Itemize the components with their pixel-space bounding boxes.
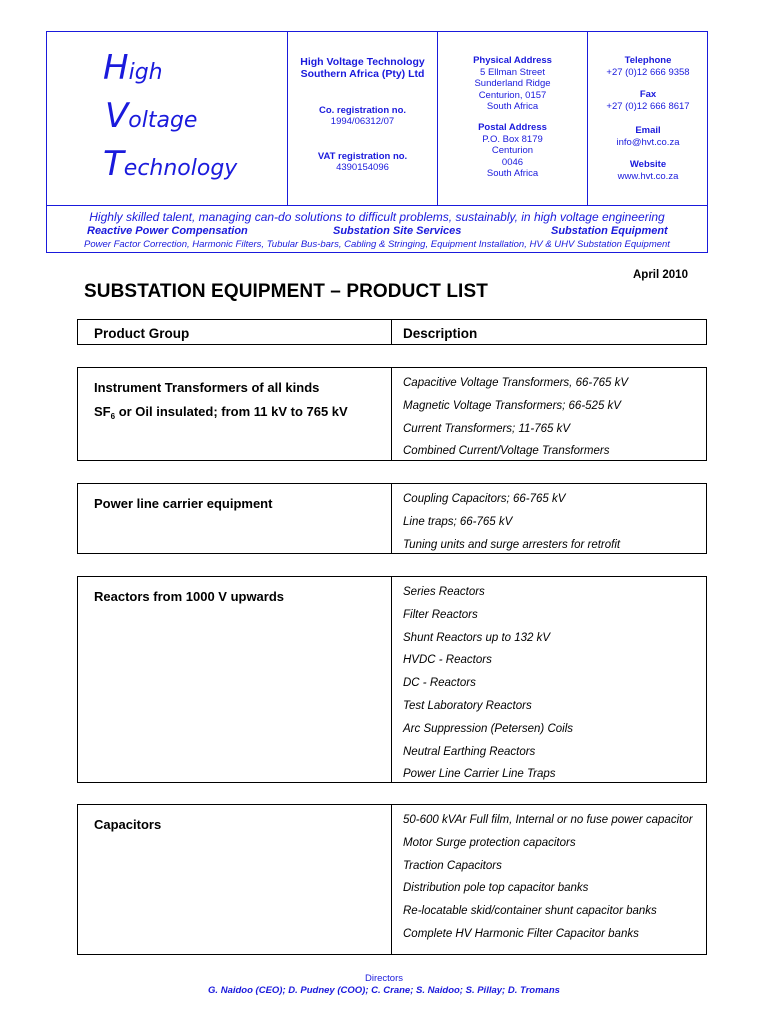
description-item: Test Laboratory Reactors (403, 699, 532, 712)
description-item: Shunt Reactors up to 132 kV (403, 631, 551, 644)
product-description-list (403, 585, 701, 790)
header-description: Description (403, 326, 478, 341)
description-item: Series Reactors (403, 586, 485, 598)
description-item: Neutral Earthing Reactors (403, 745, 536, 758)
column-divider (391, 805, 392, 954)
product-group-line: Capacitors (94, 817, 162, 832)
document-title: SUBSTATION EQUIPMENT – PRODUCT LIST (84, 281, 488, 302)
product-description-list (403, 813, 701, 950)
product-group-label (94, 376, 348, 426)
description-item: Arc Suppression (Petersen) Coils (403, 722, 574, 735)
telephone-label: Telephone (624, 55, 672, 66)
description-item: Combined Current/Voltage Transformers (403, 445, 610, 458)
address-info (438, 32, 588, 205)
table-header-row (77, 319, 707, 345)
description-item: Filter Reactors (403, 608, 478, 621)
description-item: Capacitive Voltage Transformers, 66-765 kV (403, 377, 628, 389)
description-item: HVDC - Reactors (403, 654, 492, 667)
product-description-list (403, 492, 701, 560)
postal-address-line: South Africa (486, 168, 539, 179)
product-group-line: $SF_6$ or Oil insulated; from 11 kV to 765 kV (94, 404, 348, 421)
company-name-line1: High Voltage Technology (300, 56, 425, 68)
postal-address-line: Centurion (491, 145, 534, 156)
physical-address-label: Physical Address (473, 55, 552, 66)
logo-line-voltage: Voltage (105, 96, 198, 136)
description-item: Coupling Capacitors; 66-765 kV (403, 493, 566, 505)
column-divider (391, 320, 392, 344)
company-tagline: Highly skilled talent, managing can-do solutions to difficult problems, sustainably, in high voltage engineering (89, 210, 665, 224)
product-row-instrument-transformers (77, 367, 707, 461)
physical-address-line: Sunderland Ridge (474, 78, 551, 89)
product-description-list (403, 376, 701, 467)
product-group-line: Power line carrier equipment (94, 496, 273, 511)
description-item: Distribution pole top capacitor banks (403, 882, 589, 895)
services-row (47, 225, 707, 239)
co-registration-value: 1994/06312/07 (330, 116, 395, 127)
description-item: DC - Reactors (403, 677, 476, 690)
product-group-line: Reactors from 1000 V upwards (94, 589, 285, 604)
company-logo (47, 32, 288, 205)
vat-registration-label: VAT registration no. (317, 151, 408, 162)
description-item: Magnetic Voltage Transformers; 66-525 kV (403, 399, 621, 412)
description-item: 50-600 kVAr Full film, Internal or no fuse power capacitor (403, 814, 693, 826)
directors-label: Directors (364, 973, 403, 984)
company-name-line2: Southern Africa (Pty) Ltd (300, 68, 425, 80)
postal-address-label: Postal Address (478, 122, 547, 133)
description-item: Line traps; 66-765 kV (403, 515, 513, 528)
fax-label: Fax (639, 89, 657, 100)
logo-line-high: High (103, 48, 163, 88)
product-row-capacitors (77, 804, 707, 955)
contact-info (588, 32, 708, 205)
postal-address-line: P.O. Box 8179 (482, 133, 543, 145)
product-group-label (94, 813, 161, 837)
website-label: Website (629, 159, 667, 170)
description-item: Motor Surge protection capacitors (403, 836, 576, 849)
product-row-power-line-carrier (77, 483, 707, 554)
column-divider (391, 577, 392, 782)
description-item: Complete HV Harmonic Filter Capacitor banks (403, 927, 639, 940)
description-item: Power Line Carrier Line Traps (403, 768, 556, 781)
vat-registration-value: 4390154096 (336, 162, 389, 173)
website-link[interactable]: www.hvt.co.za (617, 170, 679, 182)
header-product-group: Product Group (94, 326, 190, 341)
column-divider (391, 368, 392, 460)
column-divider (391, 484, 392, 553)
document-date: April 2010 (633, 269, 688, 281)
postal-address-line: 0046 (501, 156, 524, 168)
service-item: Reactive Power Compensation (87, 225, 248, 237)
logo-line-technology: Technology (103, 144, 238, 184)
letterhead (46, 31, 708, 253)
product-group-label (94, 585, 284, 609)
fax-value: +27 (0)12 666 8617 (606, 100, 690, 112)
description-item: Traction Capacitors (403, 859, 502, 872)
description-item: Current Transformers; 11-765 kV (403, 422, 571, 435)
email-label: Email (635, 125, 661, 136)
capabilities-line: Power Factor Correction, Harmonic Filters, Tubular Bus-bars, Cabling & Stringing, Equipment Installation, HV & UHV Substation Equipment (84, 239, 670, 250)
physical-address-line: 5 Ellman Street (480, 66, 545, 78)
product-group-label (94, 492, 272, 516)
description-item: Re-locatable skid/container shunt capacitor banks (403, 905, 657, 918)
email-link[interactable]: info@hvt.co.za (616, 136, 680, 148)
company-info (288, 32, 438, 205)
directors-names: G. Naidoo (CEO); D. Pudney (COO); C. Crane; S. Naidoo; S. Pillay; D. Tromans (208, 985, 560, 996)
description-item: Tuning units and surge arresters for retrofit (403, 538, 621, 551)
letterhead-divider (47, 205, 707, 206)
co-registration-label: Co. registration no. (318, 105, 407, 116)
physical-address-line: Centurion, 0157 (478, 89, 547, 101)
service-item: Substation Equipment (551, 225, 668, 237)
product-row-reactors (77, 576, 707, 783)
product-group-line: Instrument Transformers of all kinds (94, 380, 320, 395)
physical-address-line: South Africa (486, 101, 539, 112)
telephone-value: +27 (0)12 666 9358 (606, 66, 690, 78)
service-item: Substation Site Services (333, 225, 462, 237)
